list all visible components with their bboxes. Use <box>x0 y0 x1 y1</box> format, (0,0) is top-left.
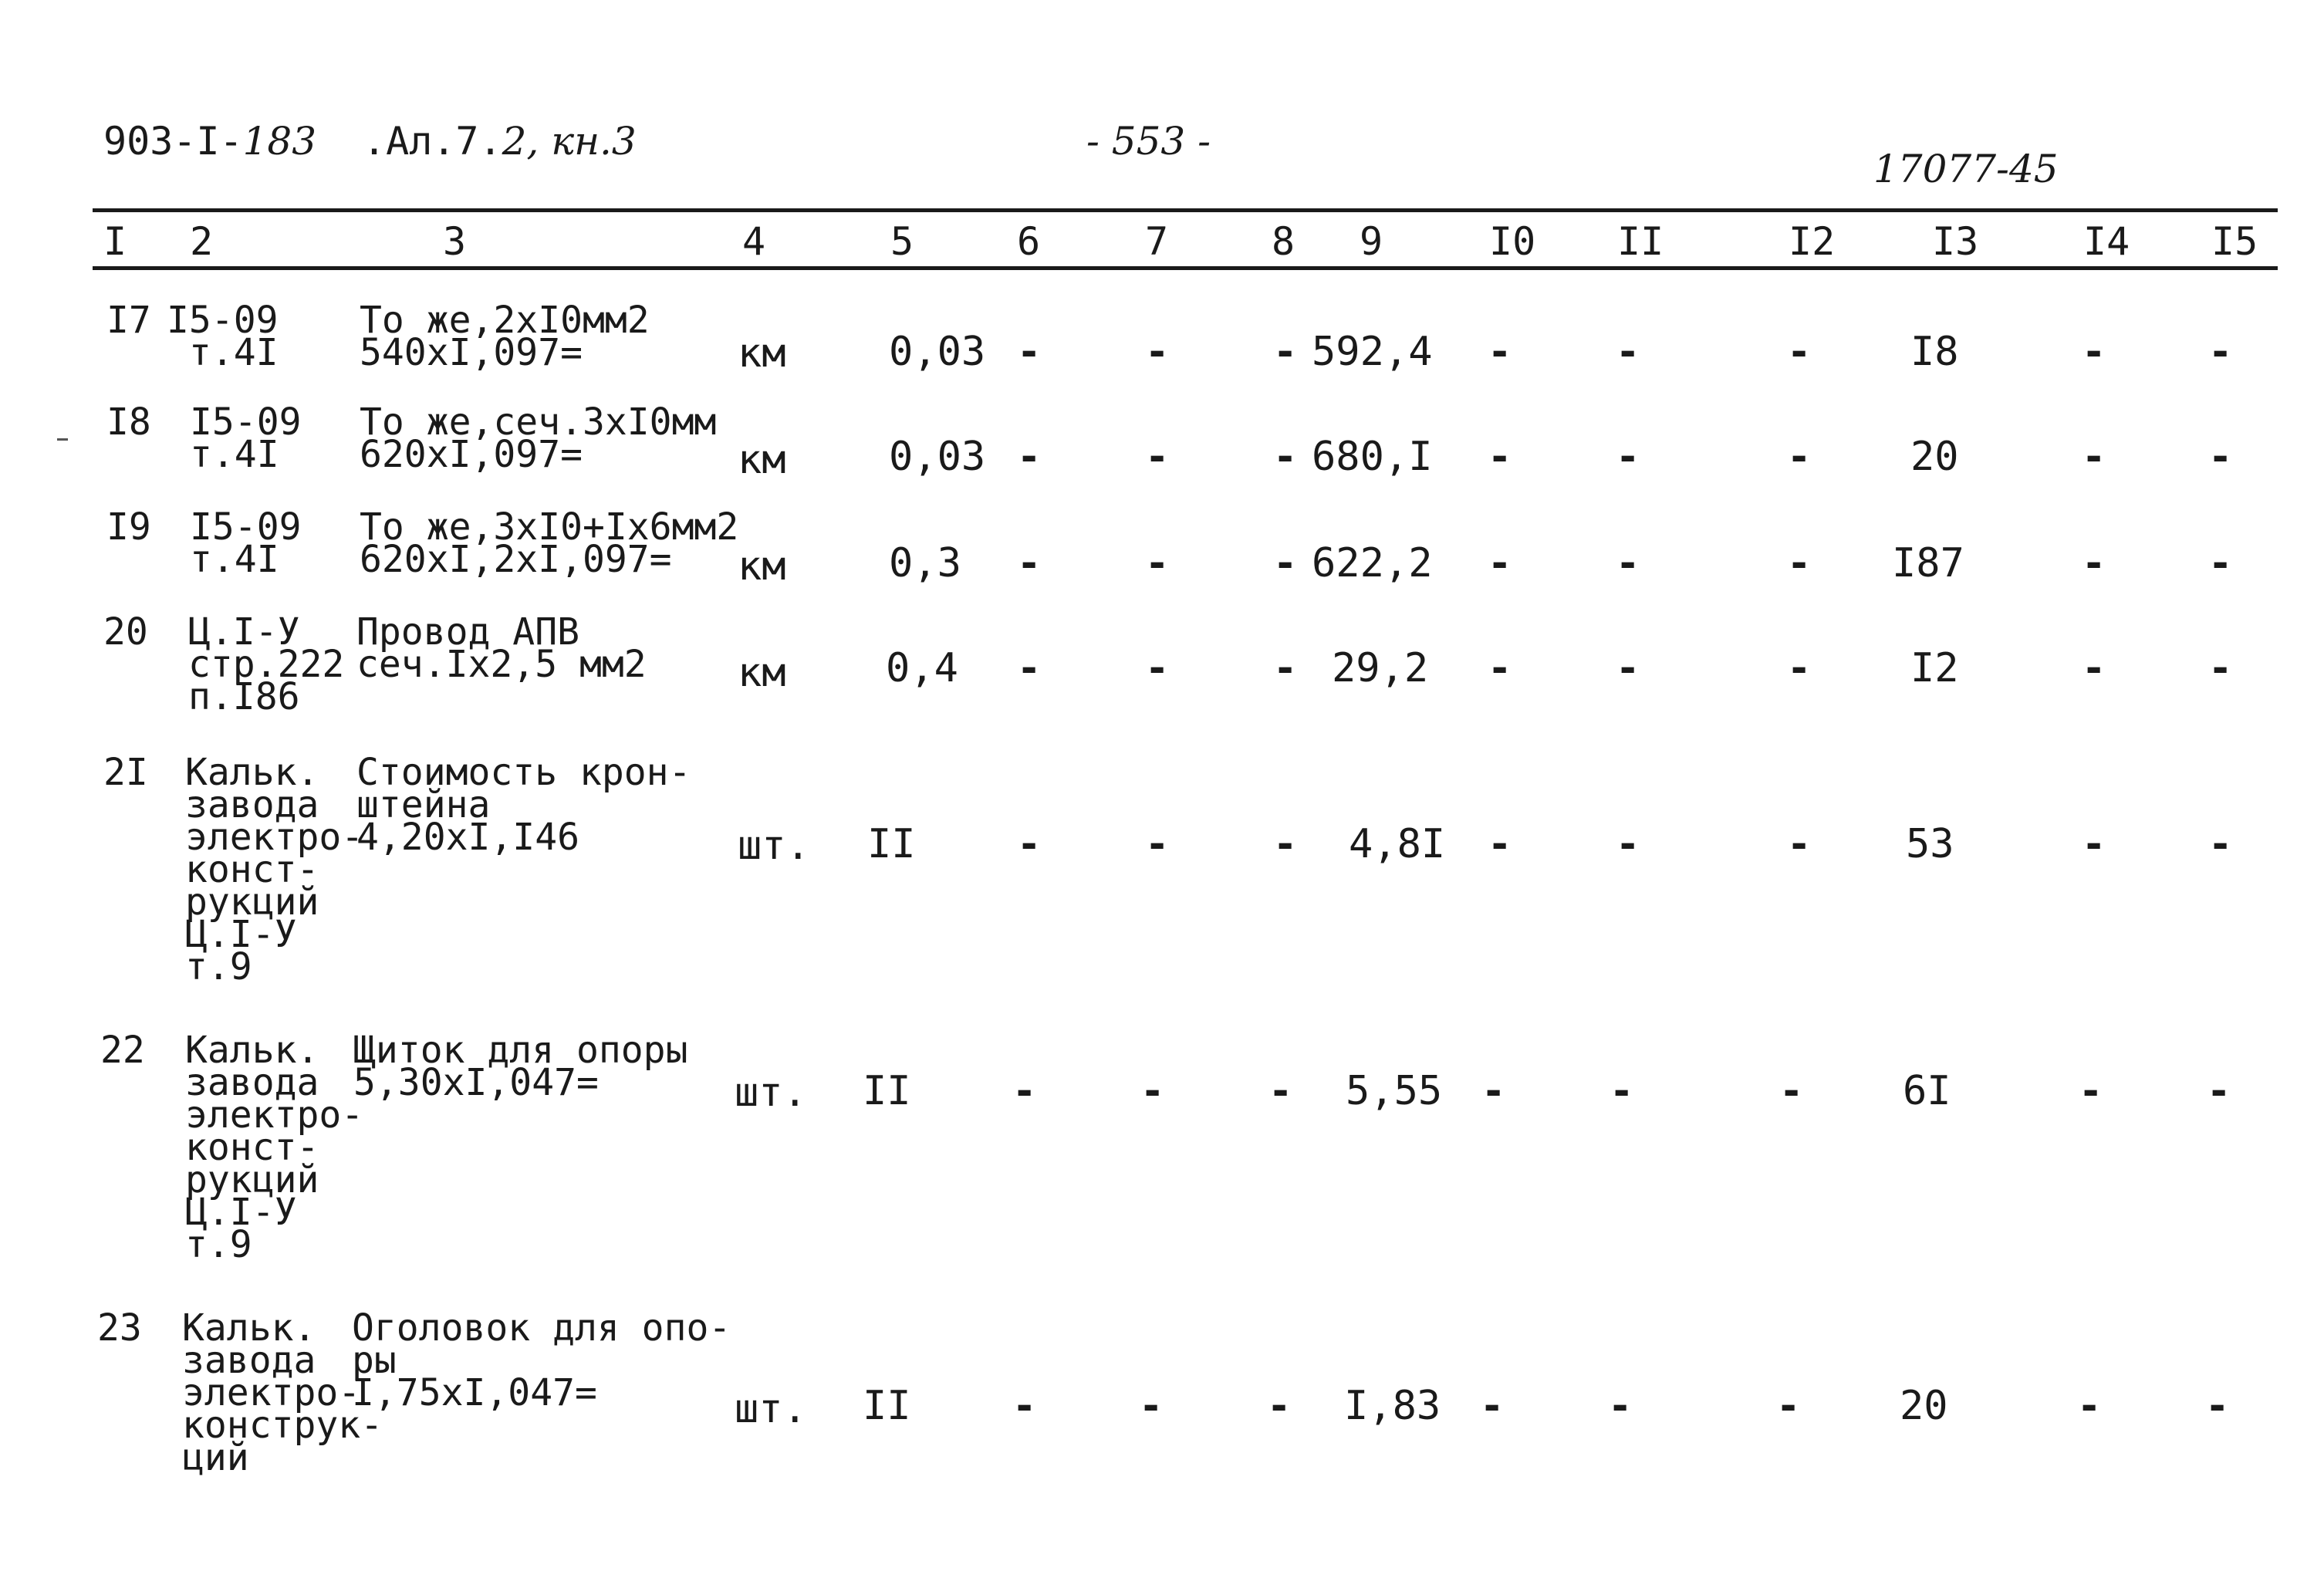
row-description: То же,сеч.3хI0мм 620хI,097= <box>360 400 717 476</box>
row-price: 5,55 <box>1346 1068 1443 1114</box>
row-col10: - <box>1481 1068 1506 1114</box>
row-col6: - <box>1017 329 1042 375</box>
row-col6: - <box>1012 1383 1037 1429</box>
row-col14: - <box>2077 1383 2102 1429</box>
row-col15: - <box>2208 434 2233 480</box>
row-basis: I5-09 т.4I <box>190 400 302 476</box>
row-total: 6I <box>1903 1068 1951 1114</box>
row-col11: - <box>1616 434 1640 480</box>
row-col11: - <box>1610 1068 1634 1114</box>
row-col12: - <box>1787 645 1812 691</box>
column-number-11: II <box>1617 219 1664 264</box>
row-col14: - <box>2079 1068 2103 1114</box>
row-col6: - <box>1017 821 1042 867</box>
row-col8: - <box>1273 329 1298 375</box>
row-unit: шт. <box>735 1070 807 1116</box>
row-price: 592,4 <box>1312 329 1433 375</box>
row-col6: - <box>1012 1068 1037 1114</box>
row-quantity: II <box>863 1068 911 1114</box>
row-price: 622,2 <box>1312 540 1433 586</box>
row-col11: - <box>1608 1383 1633 1429</box>
row-quantity: 0,03 <box>889 434 986 480</box>
row-col12: - <box>1787 434 1812 480</box>
row-col7: - <box>1139 1383 1164 1429</box>
row-col14: - <box>2082 540 2106 586</box>
row-col8: - <box>1273 434 1298 480</box>
row-col10: - <box>1488 540 1512 586</box>
column-number-9: 9 <box>1360 219 1383 264</box>
row-col7: - <box>1145 540 1170 586</box>
row-number: I7 <box>106 299 151 342</box>
column-number-1: I <box>103 219 127 264</box>
row-col14: - <box>2082 434 2106 480</box>
row-col7: - <box>1145 434 1170 480</box>
row-col10: - <box>1488 434 1512 480</box>
row-price: I,83 <box>1344 1383 1441 1429</box>
row-quantity: 0,03 <box>889 329 986 375</box>
scan-mark <box>57 438 68 441</box>
row-unit: шт. <box>738 823 810 869</box>
row-col12: - <box>1787 821 1812 867</box>
row-number: I8 <box>106 400 151 444</box>
row-quantity: 0,4 <box>886 645 958 691</box>
album-handwritten: 2, кн.3 <box>502 119 637 164</box>
row-unit: км <box>738 437 786 483</box>
row-col11: - <box>1616 329 1640 375</box>
row-description: То же,2хI0мм2 540хI,097= <box>360 299 650 374</box>
album-printed: .Ал.7. <box>363 119 502 164</box>
album-reference <box>363 119 637 164</box>
row-col15: - <box>2205 1383 2230 1429</box>
row-total: 20 <box>1910 434 1959 480</box>
document-code-handwritten: 183 <box>242 119 317 164</box>
column-number-10: I0 <box>1489 219 1536 264</box>
row-col14: - <box>2082 821 2106 867</box>
column-number-7: 7 <box>1145 219 1169 264</box>
row-col7: - <box>1145 329 1170 375</box>
row-number: 20 <box>103 610 148 654</box>
row-col14: - <box>2082 645 2106 691</box>
row-col15: - <box>2208 645 2233 691</box>
column-number-14: I4 <box>2083 219 2130 264</box>
row-col8: - <box>1273 821 1298 867</box>
column-number-4: 4 <box>742 219 766 264</box>
row-col11: - <box>1616 540 1640 586</box>
row-col14: - <box>2082 329 2106 375</box>
column-number-5: 5 <box>890 219 914 264</box>
document-code <box>103 119 317 164</box>
row-col11: - <box>1616 645 1640 691</box>
row-col6: - <box>1017 540 1042 586</box>
row-description: То же,3хI0+Iх6мм2 620хI,2хI,097= <box>360 505 739 581</box>
row-unit: км <box>738 543 786 590</box>
row-col10: - <box>1488 821 1512 867</box>
column-number-3: 3 <box>443 219 467 264</box>
row-unit: шт. <box>735 1386 807 1432</box>
row-col6: - <box>1017 645 1042 691</box>
row-col12: - <box>1779 1068 1804 1114</box>
row-price: 29,2 <box>1332 645 1429 691</box>
row-col8: - <box>1273 645 1298 691</box>
row-total: I2 <box>1910 645 1959 691</box>
row-basis: Кальк. завода электро- конструк- ций <box>182 1306 383 1479</box>
row-price: 4,8I <box>1349 821 1446 867</box>
row-col15: - <box>2208 540 2233 586</box>
row-col6: - <box>1017 434 1042 480</box>
column-number-6: 6 <box>1017 219 1041 264</box>
row-number: 22 <box>100 1029 145 1072</box>
row-total: 53 <box>1906 821 1954 867</box>
row-col8: - <box>1267 1383 1292 1429</box>
column-number-15: I5 <box>2211 219 2258 264</box>
column-number-8: 8 <box>1272 219 1295 264</box>
row-unit: км <box>738 650 786 696</box>
row-basis: I5-09 т.4I <box>167 299 279 374</box>
row-col11: - <box>1616 821 1640 867</box>
row-number: 23 <box>97 1306 142 1350</box>
row-number: 2I <box>103 751 148 794</box>
row-basis: Кальк. завода электро- конст- рукций Ц.I-У т.9 <box>185 1029 364 1266</box>
row-description: Стоимость крон- штейна 4,20хI,I46 <box>356 751 691 859</box>
row-col15: - <box>2208 329 2233 375</box>
row-col7: - <box>1145 821 1170 867</box>
row-description: Оголовок для опо- ры I,75хI,047= <box>352 1306 731 1414</box>
row-col7: - <box>1140 1068 1165 1114</box>
row-col12: - <box>1787 329 1812 375</box>
row-col12: - <box>1787 540 1812 586</box>
row-price: 680,I <box>1312 434 1433 480</box>
row-description: Провод АПВ сеч.Iх2,5 мм2 <box>356 610 647 686</box>
row-col12: - <box>1776 1383 1801 1429</box>
row-col8: - <box>1273 540 1298 586</box>
row-quantity: 0,3 <box>889 540 961 586</box>
row-unit: км <box>738 330 786 377</box>
page-number: - 553 - <box>1086 119 1211 164</box>
row-col8: - <box>1268 1068 1293 1114</box>
row-basis: Кальк. завода электро- конст- рукций Ц.I-У т.9 <box>185 751 364 988</box>
table-header-rule <box>93 266 2278 270</box>
table-top-rule <box>93 208 2278 212</box>
row-quantity: II <box>867 821 916 867</box>
document-code-printed: 903-I- <box>103 119 243 164</box>
row-col10: - <box>1488 329 1512 375</box>
row-col15: - <box>2207 1068 2231 1114</box>
row-total: I8 <box>1910 329 1959 375</box>
row-number: I9 <box>106 505 151 549</box>
row-total: 20 <box>1900 1383 1948 1429</box>
row-basis: I5-09 т.4I <box>190 505 302 581</box>
row-total: I87 <box>1892 540 1964 586</box>
row-quantity: II <box>863 1383 911 1429</box>
registration-number: 17077-45 <box>1873 147 2059 191</box>
row-basis: Ц.I-У стр.222 п.I86 <box>188 610 345 718</box>
row-col7: - <box>1145 645 1170 691</box>
row-description: Щиток для опоры 5,30хI,047= <box>353 1029 688 1104</box>
column-number-13: I3 <box>1932 219 1979 264</box>
column-number-2: 2 <box>190 219 214 264</box>
column-number-12: I2 <box>1789 219 1836 264</box>
row-col10: - <box>1480 1383 1505 1429</box>
row-col15: - <box>2208 821 2233 867</box>
row-col10: - <box>1488 645 1512 691</box>
